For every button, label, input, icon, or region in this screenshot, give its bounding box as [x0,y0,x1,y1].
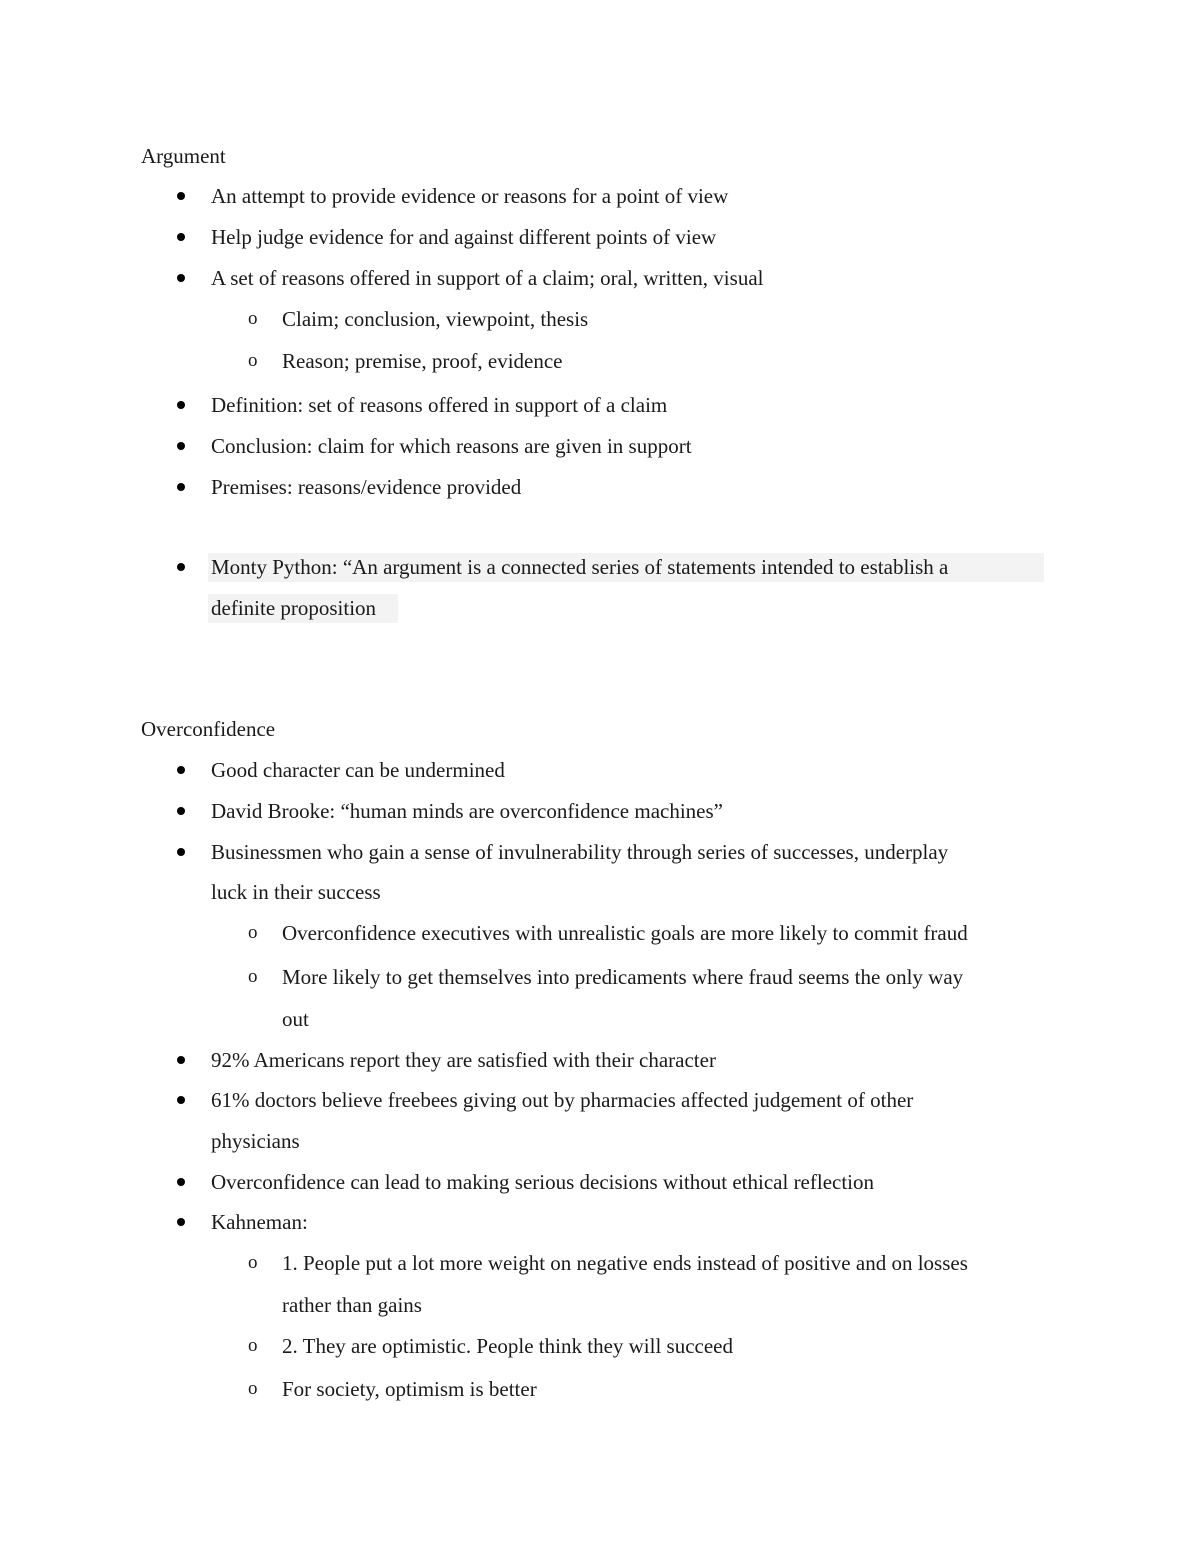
doctors-stat-line-1: 61% doctors believe freebees giving out by pharmacies affected judgement of other [211,1088,914,1112]
monty-python-quote-line-1: Monty Python: “An argument is a connected series of statements intended to establish a [211,555,949,579]
kahneman-item-3: For society, optimism is better [282,1377,537,1401]
americans-stat: 92% Americans report they are satisfied with their character [211,1048,716,1072]
bullet-dot [177,442,185,450]
overconfidence-bullet-1: Good character can be undermined [211,758,505,782]
kahneman-item-2: 2. They are optimistic. People think they will succeed [282,1334,734,1358]
bullet-dot [177,848,185,856]
sub-bullet-marker: o [248,1378,258,1399]
sub-bullet-marker: o [248,1252,258,1273]
bullet-dot [177,192,185,200]
overconfidence-heading: Overconfidence [141,717,276,741]
argument-conclusion: Conclusion: claim for which reasons are given in support [211,434,692,458]
bullet-dot [177,274,185,282]
argument-premises: Premises: reasons/evidence provided [211,475,522,499]
sub-bullet-marker: o [248,922,258,943]
argument-bullet-1: An attempt to provide evidence or reasons for a point of view [211,184,729,208]
business-sub-bullet-1: Overconfidence executives with unrealistic goals are more likely to commit fraud [282,921,968,945]
kahneman-item-1-line-1: 1. People put a lot more weight on negative ends instead of positive and on losses [282,1251,968,1275]
sub-bullet-marker: o [248,350,258,371]
argument-definition: Definition: set of reasons offered in support of a claim [211,393,668,417]
overconfidence-bullet-2: David Brooke: “human minds are overconfidence machines” [211,799,723,823]
bullet-dot [177,483,185,491]
businessmen-line-1: Businessmen who gain a sense of invulnerability through series of successes, underplay [211,840,949,864]
sub-bullet-marker: o [248,966,258,987]
kahneman-label: Kahneman: [211,1210,308,1234]
argument-sub-bullet-1: Claim; conclusion, viewpoint, thesis [282,307,589,331]
bullet-dot [177,1178,185,1186]
argument-heading: Argument [141,144,226,168]
argument-sub-bullet-2: Reason; premise, proof, evidence [282,349,563,373]
businessmen-line-2: luck in their success [211,880,381,904]
ethics-bullet: Overconfidence can lead to making serious decisions without ethical reflection [211,1170,875,1194]
bullet-dot [177,1218,185,1226]
monty-python-quote-line-2: definite proposition [211,596,377,620]
bullet-dot [177,766,185,774]
business-sub-bullet-2-line-1: More likely to get themselves into predicaments where fraud seems the only way [282,965,964,989]
bullet-dot [177,401,185,409]
argument-bullet-2: Help judge evidence for and against different points of view [211,225,717,249]
bullet-dot [177,1056,185,1064]
argument-bullet-3: A set of reasons offered in support of a claim; oral, written, visual [211,266,764,290]
sub-bullet-marker: o [248,1335,258,1356]
doctors-stat-line-2: physicians [211,1129,300,1153]
sub-bullet-marker: o [248,308,258,329]
bullet-dot [177,563,185,571]
business-sub-bullet-2-line-2: out [282,1007,309,1031]
bullet-dot [177,807,185,815]
kahneman-item-1-line-2: rather than gains [282,1293,422,1317]
bullet-dot [177,1096,185,1104]
bullet-dot [177,233,185,241]
